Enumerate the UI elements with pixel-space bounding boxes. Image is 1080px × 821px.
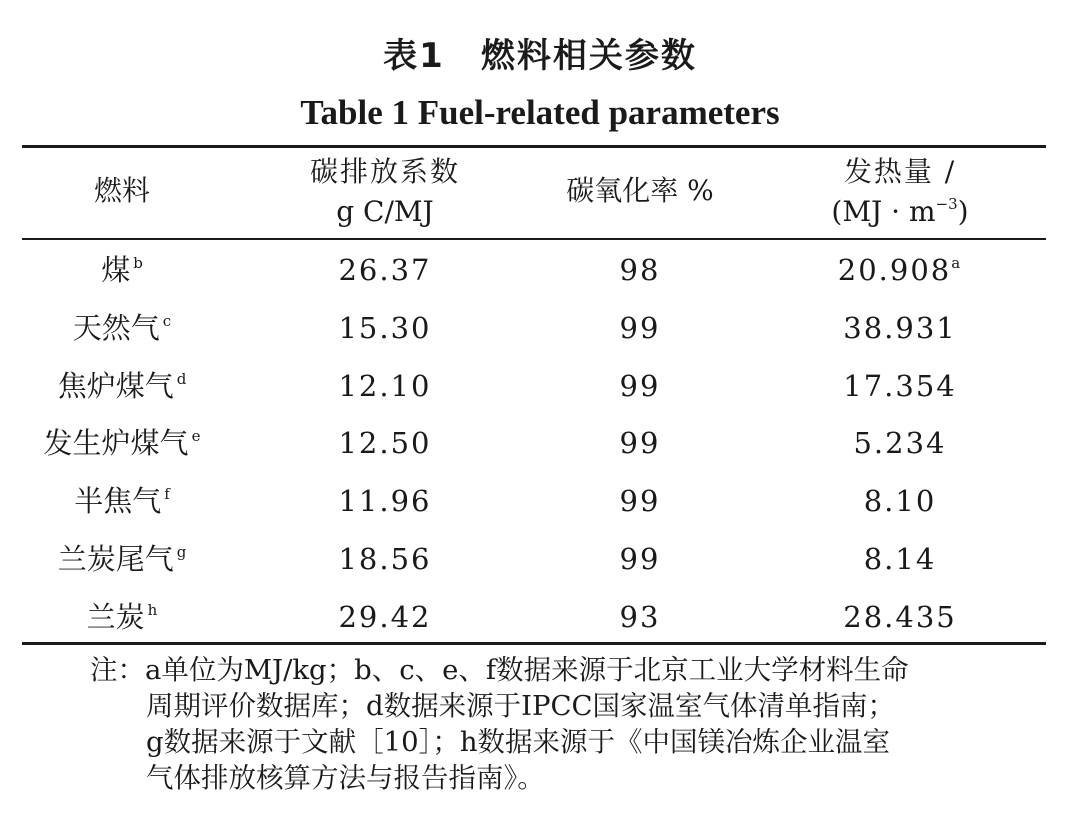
cell-oxidation: 99 [619,484,661,518]
header-emission-line2: g C/MJ [336,195,434,228]
cell-oxidation: 99 [619,542,661,576]
cell-emission: 29.42 [338,600,432,634]
cell-fuel: 焦炉煤气 $^d$ [57,369,187,403]
cell-heat: 17.354 [843,369,957,403]
cell-fuel: 兰炭 $^h$ [86,600,158,634]
cell-fuel: 发生炉煤气 $^e$ [43,426,201,460]
cell-fuel: 半焦气 $^f$ [74,484,170,518]
cell-heat: 5.234 [853,426,947,460]
header-heat-line1: 发热量 / [843,155,957,188]
header-emission-line1: 碳排放系数 [309,155,460,188]
header-heat [770,152,1030,232]
cell-emission: 12.10 [338,369,432,403]
table-title-en: Table 1 Fuel-related parameters [300,93,780,132]
cell-oxidation: 98 [619,253,661,287]
cell-oxidation: 93 [619,600,661,634]
cell-emission: 18.56 [338,542,432,576]
note-line: g数据来源于文献［10］；h数据来源于《中国镁冶炼企业温室 [146,726,891,758]
cell-emission: 26.37 [338,253,432,287]
cell-fuel: 天然气 $^c$ [72,311,172,345]
cell-heat: 28.435 [843,600,957,634]
note-line: 周期评价数据库；d数据来源于IPCC国家温室气体清单指南； [146,690,896,722]
cell-emission: 11.96 [338,484,432,518]
note-line: 气体排放核算方法与报告指南》。 [146,762,545,794]
cell-heat: 20.908$^a$ [837,253,963,287]
cell-emission: 15.30 [338,311,432,345]
header-rule [22,238,1046,240]
cell-fuel: 兰炭尾气 $^g$ [57,542,187,576]
bottom-rule [22,642,1046,645]
note-line: 注：a单位为MJ/kg；b、c、e、f数据来源于北京工业大学材料生命 [90,654,909,686]
table-title-cn: 表1 燃料相关参数 [383,36,697,76]
top-rule [22,145,1046,148]
header-emission [260,152,510,232]
cell-heat: 8.14 [863,542,937,576]
table-note [90,652,1060,796]
header-oxidation: 碳氧化率 % [566,174,714,207]
cell-oxidation: 99 [619,369,661,403]
cell-oxidation: 99 [619,426,661,460]
cell-oxidation: 99 [619,311,661,345]
cell-emission: 12.50 [338,426,432,460]
cell-heat: 38.931 [843,311,957,345]
header-fuel: 燃料 [93,174,150,207]
cell-heat: 8.10 [863,484,937,518]
header-heat-line2: $(MJ \cdot m^{-3})$ [831,195,969,228]
cell-fuel: 煤 $^b$ [101,253,143,287]
